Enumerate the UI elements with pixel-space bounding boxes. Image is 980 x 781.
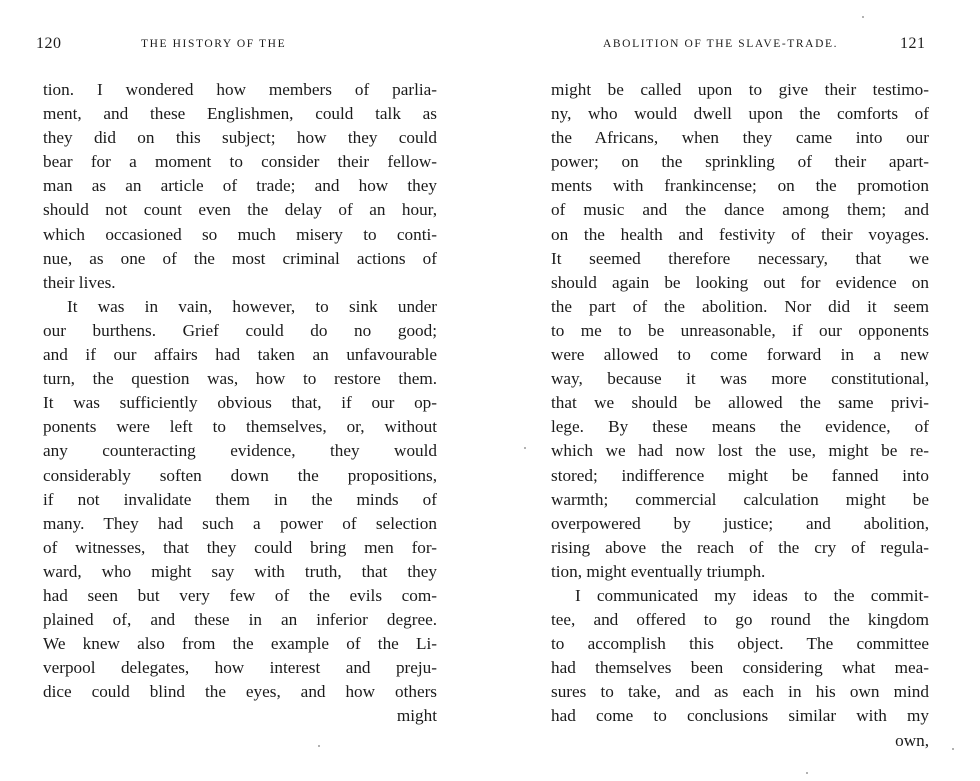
text-line: on the health and festivity of their voyages. xyxy=(551,224,929,244)
text-line: ments with frankincense; on the promotion xyxy=(551,176,929,196)
text-line: considerably soften down the propositions, xyxy=(43,465,437,485)
text-line: which we had now lost the use, might be re- xyxy=(551,441,929,461)
text-line: had come to conclusions similar with my xyxy=(551,706,929,726)
text-line: should not count even the delay of an hour, xyxy=(43,200,437,220)
page-number: 121 xyxy=(900,35,926,52)
running-head: THE HISTORY OF THE xyxy=(141,38,287,50)
text-line: verpool delegates, how interest and preju- xyxy=(43,658,437,678)
text-line: should again be looking out for evidence on xyxy=(551,272,929,292)
text-line: rising above the reach of the cry of regula- xyxy=(551,537,929,557)
text-line: to accomplish this object. The committee xyxy=(551,634,929,654)
text-line: stored; indifference might be fanned into xyxy=(551,465,929,485)
text-line: tion, might eventually triumph. xyxy=(551,561,766,581)
text-line: bear for a moment to consider their fellow- xyxy=(43,152,437,172)
text-line: It seemed therefore necessary, that we xyxy=(551,248,929,268)
text-line: It was sufficiently obvious that, if our op- xyxy=(43,393,437,413)
text-line: had seen but very few of the evils com- xyxy=(43,585,437,605)
right-page xyxy=(490,0,980,781)
text-line: of music and the dance among them; and xyxy=(551,200,929,220)
text-line: the Africans, when they came into our xyxy=(551,128,929,148)
text-line: ment, and these Englishmen, could talk as xyxy=(43,104,437,124)
text-line: which occasioned so much misery to conti- xyxy=(43,224,437,244)
text-line: might xyxy=(396,706,437,726)
text-line: sures to take, and as each in his own mind xyxy=(551,682,929,702)
text-line: were allowed to come forward in a new xyxy=(551,345,929,365)
text-line: if not invalidate them in the minds of xyxy=(43,489,437,509)
text-line: the part of the abolition. Nor did it seem xyxy=(551,296,929,316)
text-line: had themselves been considering what mea- xyxy=(551,658,929,678)
text-line: I communicated my ideas to the commit- xyxy=(575,585,929,605)
text-line: It was in vain, however, to sink under xyxy=(67,296,437,316)
text-line: ward, who might say with truth, that they xyxy=(43,561,437,581)
text-line: dice could blind the eyes, and how others xyxy=(43,682,437,702)
text-line: man as an article of trade; and how they xyxy=(43,176,437,196)
text-line: of witnesses, that they could bring men for- xyxy=(43,537,437,557)
page-number: 120 xyxy=(36,35,62,52)
text-line: that we should be allowed the same privi- xyxy=(551,393,929,413)
text-line: tee, and offered to go round the kingdom xyxy=(551,610,929,630)
text-line: overpowered by justice; and abolition, xyxy=(551,513,929,533)
text-line: ponents were left to themselves, or, without xyxy=(43,417,437,437)
text-line: turn, the question was, how to restore them. xyxy=(43,369,437,389)
text-line: We knew also from the example of the Li- xyxy=(43,634,437,654)
text-line: power; on the sprinkling of their apart- xyxy=(551,152,929,172)
text-line: warmth; commercial calculation might be xyxy=(551,489,929,509)
text-line: might be called upon to give their testimo- xyxy=(551,80,929,99)
running-head: ABOLITION OF THE SLAVE-TRADE. xyxy=(603,38,839,50)
text-line: own, xyxy=(895,730,929,750)
body-text xyxy=(551,78,929,753)
text-line: any counteracting evidence, they would xyxy=(43,441,437,461)
body-text xyxy=(43,78,437,729)
text-line: way, because it was more constitutional, xyxy=(551,369,929,389)
text-line: and if our affairs had taken an unfavourable xyxy=(43,345,437,365)
text-line: tion. I wondered how members of parlia- xyxy=(43,80,437,99)
text-line: lege. By these means the evidence, of xyxy=(551,417,929,437)
text-line: ny, who would dwell upon the comforts of xyxy=(551,104,929,124)
text-line: they did on this subject; how they could xyxy=(43,128,437,148)
text-line: many. They had such a power of selection xyxy=(43,513,437,533)
text-line: to me to be unreasonable, if our opponents xyxy=(551,320,929,340)
text-line: their lives. xyxy=(43,272,116,292)
text-line: nue, as one of the most criminal actions of xyxy=(43,248,437,268)
text-line: our burthens. Grief could do no good; xyxy=(43,320,437,340)
text-line: plained of, and these in an inferior degree. xyxy=(43,610,437,630)
